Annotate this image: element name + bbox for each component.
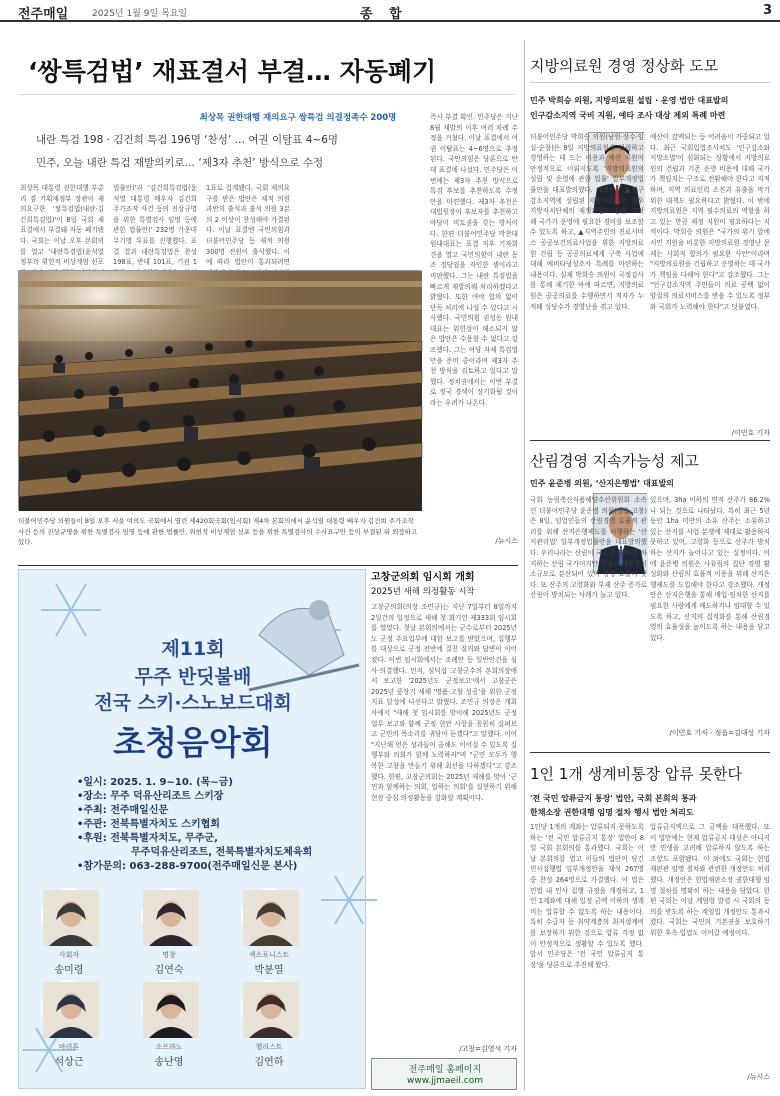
performer-card [34,888,104,983]
national-assembly-photo [18,270,421,510]
performer-name: 박분열 [254,965,284,976]
divider [18,94,516,95]
lead-body-col4: 즉시 부결 확인. 민주당은 지난 8월 재발의 이후 여러 차례 수정을 거쳤다. 이날 표결에서 여권 이탈표는 4~6명으로 추정된다. 국민의힘은 당론으로 반대 표결에 나섰다. 민주당은 이번에는 제3자 추천 방식으로 특검 후보를 추천하도록 수정안을 마련했다. 제3자 추천은 대법원장이 후보자를 추천하고 야당이 비토권을 갖는 방식이다. 한편 더불어민주당 박찬대 원내대표는 표결 직후 기자회견을 열고 국민의힘이 내란 동조 정당임을 자인한 셈이라고 비판했다. 그는 내란 특검법을 빠르게 재발의해 처리하겠다고 밝혔다. 또한 여야 합의 없이 단독 처리에 나설 수 있다고 시사했다. 국민의힘 권성동 원내대표는 위헌성이 해소되지 않은 법안은 수용할 수 없다고 강조했다. 그는 여당 자체 특검법안을 준비 중이라며 제3자 추천 방식을 검토하고 있다고 말했다. 정치권에서는 이번 부결로 정국 경색이 장기화될 것이라는 우려가 나온다. [430,113,518,408]
lead-headline: ‘쌍특검법’ 재표결서 부결… 자동폐기 [28,57,437,86]
page-number: 3 [762,3,772,18]
article3-byline: /이민호 기자 · 정읍=김대성 기자 [669,729,770,737]
article5-sub1: '전 국민 압류금지 통장' 법안, 국회 본회의 통과 [530,794,697,803]
article2-body-col1: 더불어민주당 박희승 의원(남원·장수·임실·순창)은 8일 지방의료원을 설립하고 경영하는 데 드는 비용과 예산 지원이 안정적으로 이뤄지도록 '지방의료원의 설립 및 운영에 관한 법률' 일부개정법률안을 대표발의했다. 개정안은 ▲인구감소지역에 설립된 지방의료원의 경우 지방자치단체의 재정자립도 등을 고려해 국가가 운영에 필요한 경비를 보조할 수 있도록 하고, ▲지역주민의 진료서비스 공공보건의료사업을 위한 지방의료원 건립 등 공공의료체계 구축 사업에 대해 예비타당성조사 특례를 마련하는 내용이다. 실제 박희승 의원이 국정감사를 통해 제기한 바에 따르면, 지방의료원은 공공의료를 수행하면서 적자가 누적돼 상당수가 경영난을 겪고 있다. [530,133,644,311]
concert-venue: •장소: 무주 덕유산리조트 스키장 [77,791,224,802]
performer-name: 송난영 [154,1057,184,1068]
assembly-hall-illustration [19,271,422,511]
concert-sponsor-2: 무주덕유산리조트, 전북특별자치도체육회 [131,847,313,858]
performer-name: 석상근 [54,1057,84,1068]
article3-body-col2: 있으며, 3ha 이하의 면적 산주가 86.2%나 되는 것으로 나타났다. 특히 최근 5년 동안 1ha 미만의 소유 산주는 소유하고 있는 산지를 사업 분쟁에 제대로 활용하지 못하고 있어, 고령화 등으로 산주가 방치하는 산지가 늘어나고 있는 실정이다. 이에 윤준병 의원은 사유림의 집단 경영 활성화와 산림의 효율적 이용을 위해 산지은행제도를 도입해야 한다고 강조했다. 개정안은 산지은행을 통해 매입·임차한 산지를 필요한 사람에게 매도하거나 임대할 수 있도록 하고, 산지의 집적화를 통해 산림경영의 효율성을 높이도록 하는 내용을 담고 있다. [650,496,770,642]
concert-title-line1: 무주 반딧불배 [134,666,252,688]
performer-card [234,980,304,1075]
divider [530,440,770,441]
performer-role: 바리톤 [58,1043,80,1051]
performer-photo [41,980,97,1036]
article5-sub2: 한채소장 권한대행 임명 절차 행시 법안 처리도 [530,808,694,817]
lead-body-col1: 최상목 대통령 권한대행 부총리 겸 기획재정부 장관이 재의요구한 '쌍특검법(내란·김건희특검법)'이 8일 국회 재표결에서 부결돼 자동 폐기됐다. 국회는 이날 오후 본회의를 열고 '내란특검법(윤석열 정부의 위헌적 비상계엄 선포 [20,184,104,267]
page-header [0,0,780,22]
performer-card [134,980,204,1075]
homepage-ad-title: 전주매일 홈페이지 [408,1065,482,1075]
issue-date: 2025년 1월 9일 목요일 [92,9,188,19]
article3-body-col1: 국회 농림축산식품해양수산위원회 소속인 더불어민주당 윤준병 의원(정읍·고창)은 8일, 임업인들의 산림경영 효율적 관리를 위해 산지은행제도를 시행하는 '산지관리법' 일부개정법률안을 대표발의했다. 우리나라는 산림이 국토의 63%를 차지하는 산림 국가이지만 산림의 대부분이 소규모로 분산되어 있어 경영 효율이 낮다. 또 산주의 고령화와 부재 산주 증가로 산림이 방치되는 사례가 늘고 있다. [530,496,647,600]
article5-body-col1: 1인당 1개의 계좌는 압류되지 못하도록 하는 '전 국민 압류금지 통장' 법안이 8일 국회 본회의를 통과했다. 국회는 이날 본회의를 열고 이들의 법안이 담긴 민사집행법 일부개정안을 재석 267명 중 찬성 264명으로 가결했다. 이 법은 민법 내 민사 집행 규정을 개정하고, 1인 1계좌에 대해 일정 금액 이하의 생계비는 압류할 수 없도록 하는 내용이다. 특히 수급자 등 취약계층의 최저생계비를 보장하기 위한 것으로 압류 걱정 없이 안정적으로 생활할 수 있도록 했다. 앞서 민주당은 '전 국민 압류금지 통장'을 당론으로 추진해 왔다. [530,823,644,969]
article2-byline: /이민호 기자 [731,429,770,437]
divider [530,752,770,753]
concert-sponsor-1: •후원: 전북특별자치도, 무주군, [77,833,218,844]
lead-byline: /뉴시스 [495,537,518,545]
performer-role: 색소포니스트 [248,951,290,959]
article5-byline: /뉴시스 [747,1073,770,1081]
article4-sub1: 2025년 새해 의정활동 시작 [371,587,475,597]
performer-photo [141,980,197,1036]
performer-role: 소프라노 [155,1043,183,1051]
lead-kicker: 최상목 권한대행 재의요구 쌍특검 의결정족수 200명 [199,113,397,123]
performer-card [134,888,204,983]
concert-info [77,776,367,874]
performer-role: 사회자 [58,951,80,959]
article2-sub2: 인구감소지역 국비 지원, 예타 조사 대상 제외 특례 마련 [530,111,726,120]
concert-inquiry: •참가문의: 063-288-9700(전주매일신문 본사) [77,861,298,872]
lead-subheading-2: 민주, 오늘 내란 특검 재발의키로… ‘제3자 추천’ 방식으로 수정 [36,157,324,169]
performer-name: 김연하 [254,1057,284,1068]
article2-body-col2: 예산이 감액되는 등 어려움이 가중되고 있다. 최근 국회입법조사처도 '인구감소와 지방소멸'이 심화되는 상황에서 지방의료원의 건립과 기존 운영 비용에 대해 국가가 책임지는 구조로 전환해야 한다고 지적하며, 지역 의료인력 소진과 유출을 막기 위한 대책도 필요하다고 밝혔다. 이 밖에 지방의료원은 지역 필수의료의 역할을 하고 있는 만큼 재정 지원이 필요하다는 지적이다. 박희승 의원은 "국가의 위기 앞에 서민 지원을 비롯한 지방의료원 경영난 문제는 사회적 합의가 필요한 사안"이라며 "지방의료원을 건립하고 운영하는 데 국가가 책임을 다해야 한다"고 강조했다. 그는 "인구감소지역 주민들이 의료 공백 없이 양질의 의료서비스를 받을 수 있도록 정부와 국회가 노력해야 한다"고 덧붙였다. [650,133,770,311]
lead-body-col3: 1표로 집계됐다. 국회 재의요구를 받은 법안은 재적 의원 과반의 출석과 출석 의원 3분의 2 이상이 찬성해야 가결된다. 이날 표결엔 국민의힘과 더불어민주당 등 재적 의원 300명 전원이 출석했다. 이에 따라 법안이 통과되려면 [206,184,290,267]
article3-headline: 산림경영 지속가능성 제고 [530,452,699,470]
column-divider [524,40,525,1090]
paper-name: 전주매일 [18,7,69,22]
article5-body-col2: 압류금지액으로 그 금액을 대폭했다. 또 이 법안에는 현재 압류금지 대상은 아니지만 민생을 고려해 압류하지 않도록 하는 조항도 포함됐다. 이 외에도 국회는 헌법재판관 임명 절차와 관련한 개정안도 처리했다. 개정안은 헌법재판소장 권한대행 임명 절차를 명확히 하는 내용을 담았다. 한편 국회는 이날 계엄령 발령 시 국회의 동의를 받도록 하는 계엄법 개정안도 통과시켰다. 국회는 국민의 기본권을 보호하기 위한 후속 입법도 이어갈 예정이다. [650,823,770,937]
performer-photo [241,980,297,1036]
performer-photo [241,888,297,944]
article2-sub1: 민주 박희승 의원, 지방의료원 설립 · 운영 법안 대표발의 [530,96,729,105]
homepage-ad-url[interactable]: www.jjmaeil.com [406,1076,484,1086]
homepage-ad[interactable] [371,1058,517,1090]
concert-host: •주최: 전주매일신문 [77,805,169,816]
article4-headline: 고창군의회 임시회 개회 [371,572,475,583]
concert-edition: 제11회 [161,638,225,660]
concert-title-line3: 초청음악회 [113,723,273,762]
performer-photo [141,888,197,944]
performer-photo [41,888,97,944]
lead-body-col2: 법률안)'과 '김건희특검법(윤석열 대통령 배우자 김건희 주가조작 사건 등의 진상규명을 위한 특별검사 임명 등에 관한 법률안)' 232명 가운데 무기명 투표를 진행했다. 표결 결과 내란특검법은 찬성 198표, 반대 101표, 기권 1 [113,184,197,267]
article4-body: 고창군의회(의장 조민규)는 지난 7일부터 8일까지 2일간의 일정으로 새해 첫 회기인 제333회 임시회를 열었다. 첫날 본회의에서는 군수로부터 2025년도 군정 주요업무에 대한 보고를 받았으며, 집행부를 대상으로 군정 전반에 걸친 질의와 답변이 이어졌다. 이번 임시회에서는 조례안 등 일반안건을 심사·의결했다. 먼저, 심덕섭 고창군수의 본회의장에서 보고한 '2025년도 군정보고'에서 고창군은 2025년 중장기 새해 '명품·고창 성공'을 위한 군정 지표 달성에 나선다고 밝혔다. 조민규 의장은 개회사에서 "새해 첫 임시회를 맞이해 2025년도 군정 업무 보고와 함께 군정 현안 사항을 꼼꼼히 살펴보고 군민의 목소리를 귀담아 듣겠다"고 말했다. 이어 "지난해 얻은 성과들이 올해도 이어질 수 있도록 집행부와 의회가 함께 노력하자"며 "군민 모두가 행복한 고창을 만들기 위해 최선을 다하겠다"고 강조했다. 한편, 고창군의회는 2025년 새해를 맞아 '군민과 함께하는 의회, 일하는 의회'를 실현하기 위해 현장 중심 의정활동을 강화할 계획이다. [371,603,517,802]
performer-role: 명창 [162,951,176,959]
divider [530,82,770,83]
article4-byline: /고창=김영석 기자 [459,1045,517,1053]
concert-title-line2: 전국 스키·스노보드대회 [94,692,292,714]
performer-name: 김연숙 [154,965,184,976]
performer-role: 첼리스트 [255,1043,283,1051]
section-divider [18,565,518,566]
lead-subheading-1: 내란 특검 198 · 김건희 특검 196명 ‘찬성’ … 여권 이탈표 4~6명 [36,134,339,146]
concert-poster-ad[interactable] [18,569,366,1089]
concert-organizer: •주관: 전북특별자치도 스키협회 [77,819,220,830]
article5-headline: 1인 1개 생계비통장 압류 못한다 [530,765,743,783]
photo-caption: 더불어민주당 의원들이 8일 오후 서울 여의도 국회에서 열린 제420회국회(임시회) 제4차 본회의에서 윤석열 대통령 배우자 김건희 주가조작 사건 등의 진상규명을 위한 특별검사 임명 등에 관한 법률안, 위헌적 비상계엄 선포 등을 위한 특별검사의 수사요구안 등이 부결된 뒤 퇴장하고 있다. [18,517,418,546]
article2-headline: 지방의료원 경영 정상화 도모 [530,57,719,75]
article3-sub1: 민주 윤준병 의원, ‘산지은행법’ 대표발의 [530,479,674,488]
section-title: 종 합 [360,7,408,22]
performer-name: 송미령 [54,965,84,976]
concert-date: •일시: 2025. 1. 9~10. (목~금) [77,777,233,788]
performer-card [234,888,304,983]
performer-card [34,980,104,1075]
